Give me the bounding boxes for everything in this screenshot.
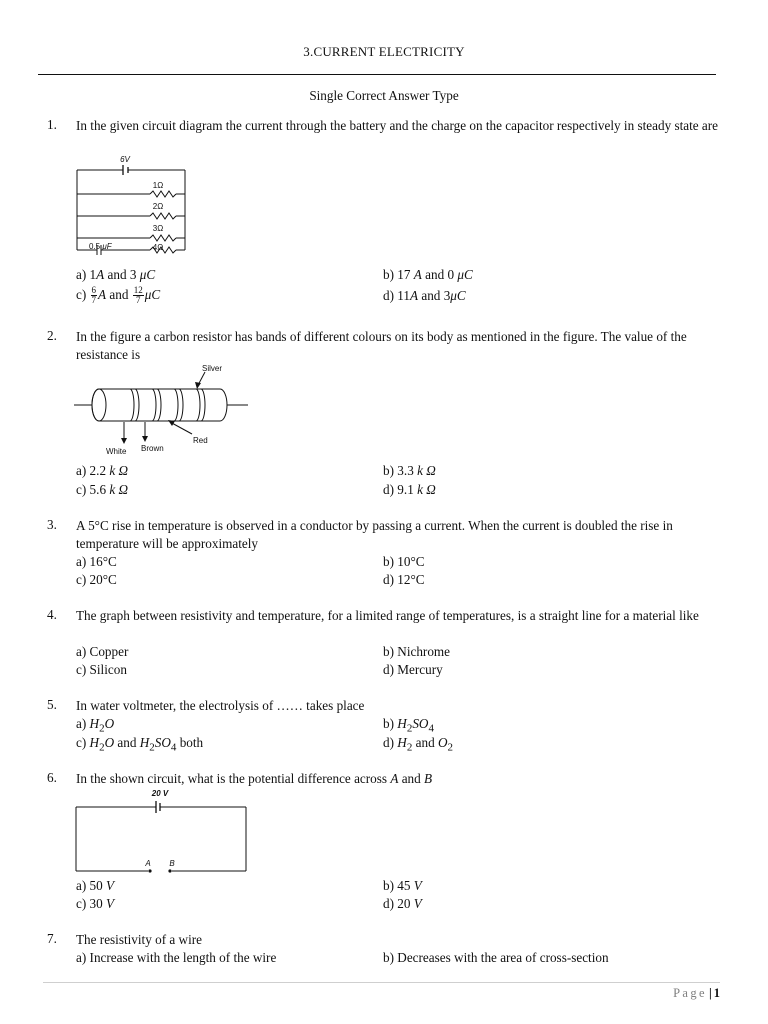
header-rule	[38, 74, 716, 75]
page-separator: |	[708, 986, 712, 1000]
q3-option-b[interactable]: b) 10°C	[383, 554, 425, 569]
question-6-circuit-diagram	[70, 785, 250, 875]
q1-option-b[interactable]: b) 17 A and 0 μC	[383, 267, 473, 282]
q2-option-d[interactable]: d) 9.1 k Ω	[383, 482, 436, 497]
footer-rule	[43, 982, 720, 983]
q2-label-white: White	[106, 447, 127, 456]
q6-option-a[interactable]: a) 50 V	[76, 878, 115, 893]
q4-option-d[interactable]: d) Mercury	[383, 662, 443, 677]
page-footer	[673, 986, 720, 1001]
q3-option-a[interactable]: a) 16°C	[76, 554, 117, 569]
q2-option-a[interactable]: a) 2.2 k Ω	[76, 463, 129, 478]
question-7-text: The resistivity of a wire	[76, 932, 202, 947]
question-7-number: 7.	[47, 931, 57, 946]
section-title: Single Correct Answer Type	[309, 88, 459, 103]
q1-option-c[interactable]: c) $\frac{6}{7}$ A and $\frac{12}{7}$ μC	[76, 285, 161, 306]
q6-option-d[interactable]: d) 20 V	[383, 896, 422, 911]
q4-option-a[interactable]: a) Copper	[76, 644, 129, 659]
question-2-text: In the figure a carbon resistor has bands of different colours on its body as mentioned in the figure. The value of the resistance is	[76, 329, 687, 362]
question-5-text: In water voltmeter, the electrolysis of …… takes place	[76, 698, 365, 713]
q6-label-b: B	[169, 859, 175, 868]
q5-option-d[interactable]: d) $H_2$ and $O_2$	[383, 735, 453, 754]
q2-label-brown: Brown	[141, 444, 164, 453]
q1-option-d[interactable]: d) 11A and 3μC	[383, 288, 466, 303]
q4-option-b[interactable]: b) Nichrome	[383, 644, 451, 659]
q5-option-a[interactable]: a) $H_2O$	[76, 716, 115, 735]
question-4-number: 4.	[47, 607, 57, 622]
q1-option-a[interactable]: a) 1A and 3 μC	[76, 267, 156, 282]
question-1-number: 1.	[47, 117, 57, 132]
q2-option-b[interactable]: b) 3.3 k Ω	[383, 463, 436, 478]
q3-option-d[interactable]: d) 12°C	[383, 572, 425, 587]
question-2-resistor-figure	[72, 362, 252, 458]
question-1-text: In the given circuit diagram the current through the battery and the charge on the capacitor respectively in steady state are	[76, 118, 719, 133]
q7-option-b[interactable]: b) Decreases with the area of cross-section	[383, 950, 609, 965]
q6-battery-label: 20 V	[151, 789, 169, 798]
question-2-number: 2.	[47, 328, 57, 343]
q1-resistor-label-4: 4Ω	[152, 243, 164, 252]
q6-option-b[interactable]: b) 45 V	[383, 878, 422, 893]
fraction: $\frac{6}{7}$	[91, 285, 97, 306]
fraction: $\frac{12}{7}$	[133, 285, 143, 306]
page-number: 1	[713, 986, 720, 1000]
q2-option-c[interactable]: c) 5.6 k Ω	[76, 482, 129, 497]
question-3-text: A 5°C rise in temperature is observed in a conductor by passing a current. When the current is doubled the rise in temperature will be approximately	[76, 518, 673, 551]
q3-option-c[interactable]: c) 20°C	[76, 572, 117, 587]
question-5-number: 5.	[47, 697, 57, 712]
question-6-number: 6.	[47, 770, 57, 785]
q1-battery-label: 6V	[120, 155, 130, 164]
page-word: Page	[673, 986, 707, 1000]
q2-label-red: Red	[193, 436, 208, 445]
question-3-number: 3.	[47, 517, 57, 532]
q4-option-c[interactable]: c) Silicon	[76, 662, 127, 677]
question-6-text: In the shown circuit, what is the potential difference across A and B	[76, 771, 433, 786]
q6-label-a: A	[145, 859, 151, 868]
q7-option-a[interactable]: a) Increase with the length of the wire	[76, 950, 277, 965]
page-title: 3.CURRENT ELECTRICITY	[303, 44, 465, 59]
q5-option-b[interactable]: b) $H_2SO_4$	[383, 716, 434, 735]
q1-capacitor-label: 0.5 μF	[89, 242, 112, 251]
q6-option-c[interactable]: c) 30 V	[76, 896, 115, 911]
q5-option-c[interactable]: c) $H_2O$ and $H_2SO_4$ both	[76, 735, 204, 754]
q1-resistor-label-2: 2Ω	[152, 202, 164, 211]
question-4-text: The graph between resistivity and temperature, for a limited range of temperatures, is a straight line for a material like	[76, 608, 699, 623]
q2-label-silver: Silver	[202, 364, 223, 373]
q1-resistor-label-3: 3Ω	[152, 224, 164, 233]
question-1-circuit-diagram	[70, 150, 195, 262]
q1-resistor-label-1: 1Ω	[152, 181, 164, 190]
